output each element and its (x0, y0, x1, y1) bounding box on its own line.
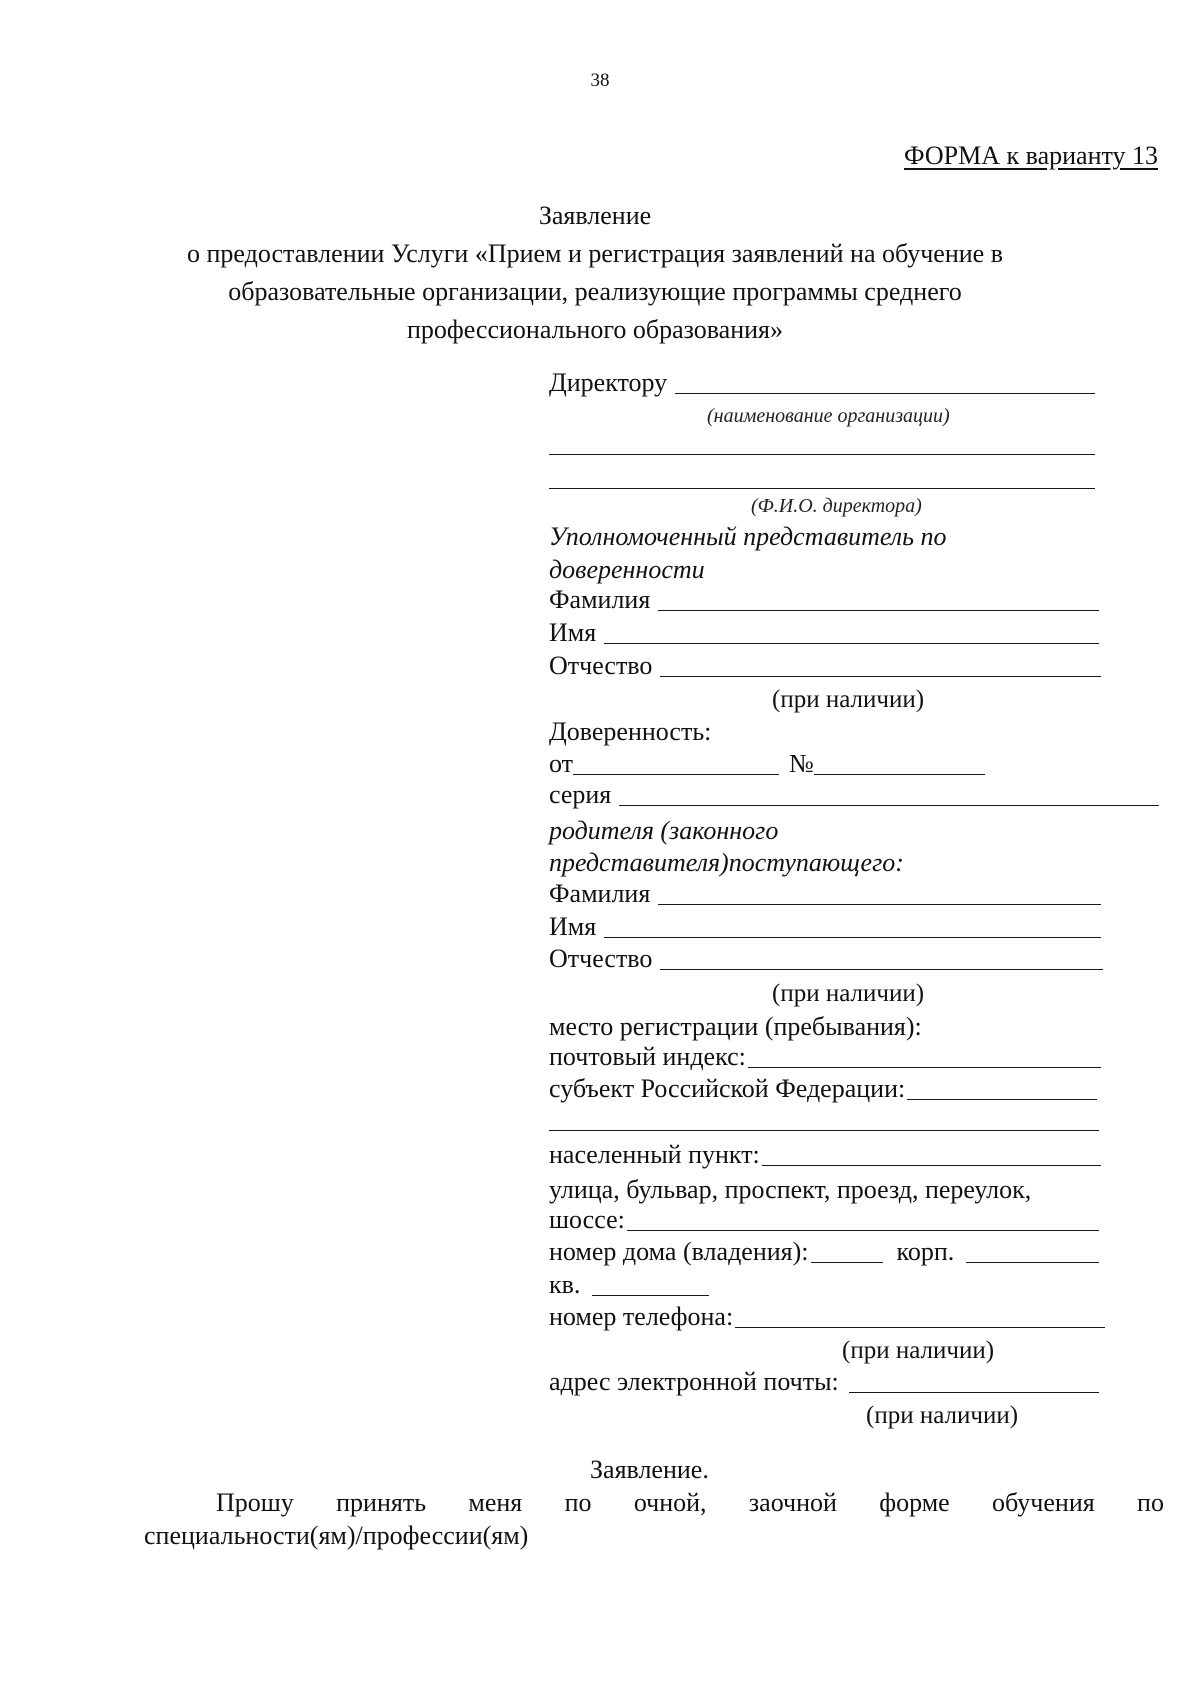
parent-name-field[interactable] (604, 937, 1101, 938)
statement-word: меня (468, 1488, 523, 1517)
proxy-number-label: № (789, 749, 814, 778)
parent-if-any-note: (при наличии) (772, 980, 925, 1007)
director-org-field-2[interactable] (549, 454, 1095, 455)
proxy-series-label: серия (549, 780, 612, 809)
proxy-date-number-row (549, 749, 985, 779)
parent-heading-1: родителя (законного (549, 816, 779, 845)
street-row (549, 1205, 1099, 1235)
subject-label: субъект Российской Федерации: (549, 1074, 906, 1103)
representative-heading-2: доверенности (549, 555, 705, 584)
proxy-number-field[interactable] (814, 774, 985, 775)
director-label: Директору (549, 368, 668, 397)
phone-row (549, 1302, 1105, 1332)
statement-word: очной, (633, 1488, 707, 1517)
building-label: корп. (896, 1237, 955, 1266)
building-field[interactable] (966, 1262, 1099, 1263)
document-title (150, 197, 1040, 349)
title-line-1: Заявление (538, 201, 652, 230)
phone-label: номер телефона: (549, 1302, 734, 1331)
director-row (549, 368, 1095, 398)
subject-field[interactable] (907, 1099, 1097, 1100)
rep-surname-row (549, 585, 1099, 615)
locality-field[interactable] (762, 1165, 1101, 1166)
director-org-field[interactable] (675, 393, 1095, 394)
statement-word: принять (336, 1488, 427, 1517)
parent-surname-label: Фамилия (549, 879, 651, 908)
statement-word: форме (879, 1488, 950, 1517)
postal-code-field[interactable] (748, 1067, 1101, 1068)
street-field[interactable] (627, 1230, 1099, 1231)
email-label: адрес электронной почты: (549, 1367, 839, 1396)
house-field[interactable] (811, 1262, 883, 1263)
parent-patronymic-field[interactable] (660, 969, 1103, 970)
rep-name-row (549, 618, 1099, 648)
parent-surname-row (549, 879, 1101, 909)
registration-label: место регистрации (пребывания): (549, 1012, 922, 1041)
parent-name-row (549, 912, 1101, 942)
statement-word: Прошу (216, 1488, 294, 1517)
title-line-4: профессионального образования» (406, 315, 784, 344)
title-line-3: образовательные организации, реализующие программы среднего (228, 277, 962, 306)
subject-row (549, 1074, 1097, 1104)
director-fio-field[interactable] (549, 488, 1095, 489)
proxy-from-label: от (549, 749, 574, 778)
rep-name-label: Имя (549, 618, 597, 647)
apartment-label: кв. (549, 1270, 581, 1299)
parent-heading-2: представителя)поступающего: (549, 848, 904, 877)
fio-hint: (Ф.И.О. директора) (751, 495, 922, 517)
rep-name-field[interactable] (604, 643, 1099, 644)
proxy-date-field[interactable] (573, 774, 779, 775)
title-line-2: о предоставлении Услуги «Прием и регистрация заявлений на обучение в (187, 239, 1003, 268)
parent-name-label: Имя (549, 912, 597, 941)
proxy-series-row (549, 780, 1159, 810)
house-label: номер дома (владения): (549, 1237, 809, 1266)
statement-line-2: специальности(ям)/профессии(ям) (144, 1521, 529, 1550)
page-number: 38 (590, 70, 610, 91)
postal-code-row (549, 1042, 1101, 1072)
postal-code-label: почтовый индекс: (549, 1042, 746, 1071)
proxy-label: Доверенность: (549, 717, 712, 746)
locality-row (549, 1140, 1101, 1170)
statement-line-1 (144, 1488, 1164, 1518)
street-label-line-1: улица, бульвар, проспект, проезд, переулок, (549, 1175, 1032, 1204)
statement-word: обучения (992, 1488, 1095, 1517)
phone-field[interactable] (735, 1327, 1105, 1328)
parent-surname-field[interactable] (658, 904, 1101, 905)
statement-word: заочной (748, 1488, 837, 1517)
email-row (549, 1367, 1099, 1397)
representative-heading-1: Уполномоченный представитель по (549, 522, 947, 551)
parent-patronymic-row (549, 944, 1103, 974)
locality-label: населенный пункт: (549, 1140, 760, 1169)
email-if-any-note: (при наличии) (866, 1402, 1019, 1429)
rep-if-any-note: (при наличии) (772, 686, 925, 713)
phone-if-any-note: (при наличии) (842, 1337, 995, 1364)
apartment-field[interactable] (592, 1295, 709, 1296)
rep-patronymic-label: Отчество (549, 651, 653, 680)
statement-word: по (564, 1488, 592, 1517)
rep-surname-field[interactable] (658, 610, 1099, 611)
house-row (549, 1237, 1099, 1267)
parent-patronymic-label: Отчество (549, 944, 653, 973)
statement-word: по (1137, 1488, 1164, 1517)
form-reference: ФОРМА к варианту 13 (904, 141, 1158, 170)
subject-field-2[interactable] (549, 1130, 1099, 1131)
street-label-line-2: шоссе: (549, 1205, 625, 1234)
rep-surname-label: Фамилия (549, 585, 651, 614)
rep-patronymic-field[interactable] (660, 676, 1101, 677)
apartment-row (549, 1270, 709, 1300)
email-field[interactable] (849, 1392, 1099, 1393)
proxy-series-field[interactable] (619, 805, 1159, 806)
statement-heading: Заявление. (590, 1455, 709, 1484)
org-hint: (наименование организации) (707, 405, 950, 427)
rep-patronymic-row (549, 651, 1101, 681)
